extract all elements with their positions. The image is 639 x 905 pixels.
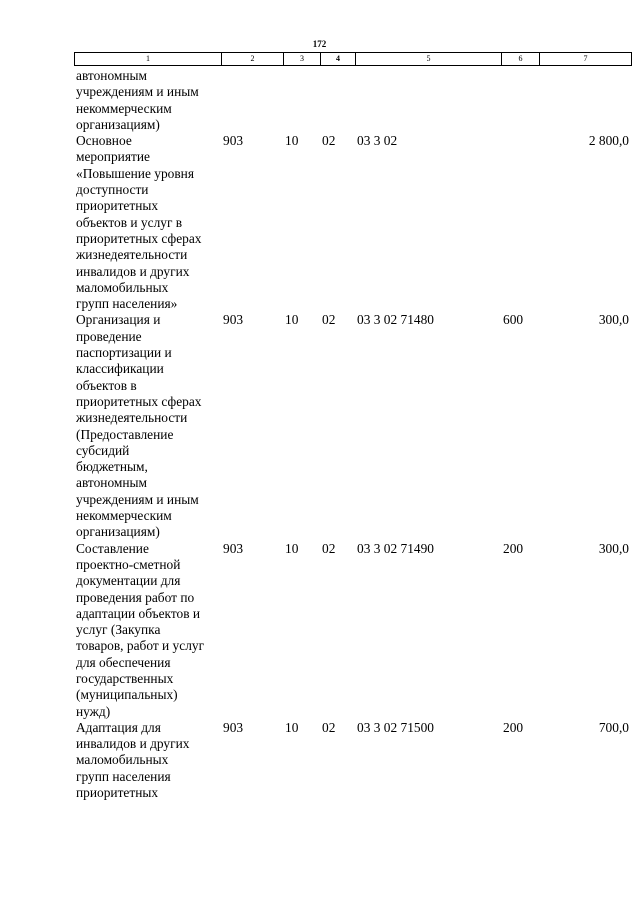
column-number-4: 4 — [321, 53, 356, 66]
row-name-line: Составление — [76, 540, 149, 556]
cell-gr: 903 — [223, 719, 244, 735]
cell-pr: 02 — [322, 312, 336, 328]
cell-sum: 700,0 — [598, 719, 629, 735]
table-row — [74, 68, 631, 133]
column-number-6: 6 — [502, 53, 540, 66]
row-name-line: маломобильных — [76, 279, 169, 295]
page-number: 172 — [312, 39, 327, 49]
row-name-line: приоритетных сферах — [76, 393, 202, 409]
row-name-line: жизнедеятельности — [76, 247, 188, 263]
row-name-line: бюджетным, — [76, 459, 148, 475]
row-name-line: объектов в — [76, 377, 137, 393]
row-name-line: услуг (Закупка — [76, 622, 161, 638]
row-name-line: субсидий — [76, 442, 130, 458]
row-name — [74, 68, 221, 133]
cell-vr: 200 — [503, 719, 524, 735]
row-name-line: учреждениям и иным — [76, 84, 199, 100]
row-name — [74, 312, 221, 540]
row-name-line: инвалидов и других — [76, 263, 190, 279]
column-number-1: 1 — [75, 53, 222, 66]
row-name-line: государственных — [76, 670, 174, 686]
cell-rz: 10 — [285, 719, 299, 735]
row-name-line: групп населения» — [76, 296, 178, 312]
cell-gr: 903 — [223, 540, 244, 556]
row-name-line: проведения работ по — [76, 589, 195, 605]
cell-rz: 10 — [285, 133, 299, 149]
cell-vr: 200 — [503, 540, 524, 556]
row-name-line: для обеспечения — [76, 654, 171, 670]
cell-csr: 03 3 02 71480 — [357, 312, 434, 328]
column-number-3: 3 — [284, 53, 321, 66]
table-row — [74, 133, 631, 312]
row-name-line: нужд) — [76, 703, 111, 719]
cell-vr: 600 — [503, 312, 524, 328]
cell-rz: 10 — [285, 540, 299, 556]
cell-sum: 300,0 — [598, 540, 629, 556]
row-name-line: Организация и — [76, 312, 161, 328]
cell-csr: 03 3 02 — [357, 133, 398, 149]
cell-csr — [355, 68, 501, 133]
row-name-line: объектов и услуг в — [76, 214, 183, 230]
row-name-line: мероприятие — [76, 149, 150, 165]
row-name-line: некоммерческим — [76, 100, 172, 116]
row-name-line: автономным — [76, 68, 148, 83]
row-name-line: проектно-сметной — [76, 556, 181, 572]
row-name — [74, 541, 221, 720]
table-row — [74, 720, 631, 801]
cell-gr: 903 — [223, 133, 244, 149]
row-name-line: жизнедеятельности — [76, 410, 188, 426]
row-name-line: документации для — [76, 573, 181, 589]
row-name-line: приоритетных сферах — [76, 230, 202, 246]
row-name-line: маломобильных — [76, 752, 169, 768]
row-name-line: «Повышение уровня — [76, 165, 194, 181]
budget-table — [74, 68, 631, 801]
row-name-line: Основное — [76, 133, 132, 149]
cell-rz — [283, 68, 320, 133]
row-name-line: организациям) — [76, 116, 160, 132]
cell-vr — [501, 68, 539, 133]
column-number-7: 7 — [540, 53, 632, 66]
cell-pr: 02 — [322, 133, 336, 149]
cell-sum: 300,0 — [598, 312, 629, 328]
cell-csr: 03 3 02 71490 — [357, 540, 434, 556]
row-name-line: товаров, работ и услуг — [76, 638, 205, 654]
row-name-line: доступности — [76, 182, 149, 198]
row-name-line: инвалидов и других — [76, 736, 190, 752]
cell-gr — [221, 68, 283, 133]
row-name-line: учреждениям и иным — [76, 491, 199, 507]
cell-pr: 02 — [322, 719, 336, 735]
row-name-line: паспортизации и — [76, 345, 172, 361]
row-name-line: некоммерческим — [76, 508, 172, 524]
row-name-line: автономным — [76, 475, 148, 491]
cell-vr — [501, 133, 539, 312]
cell-pr — [320, 68, 355, 133]
row-name-line: организациям) — [76, 524, 160, 540]
row-name-line: адаптации объектов и — [76, 605, 201, 621]
column-number-5: 5 — [356, 53, 502, 66]
table-row — [74, 312, 631, 540]
row-name-line: (Предоставление — [76, 426, 174, 442]
row-name-line: групп населения — [76, 768, 171, 784]
cell-rz: 10 — [285, 312, 299, 328]
row-name-line: классификации — [76, 361, 164, 377]
column-number-2: 2 — [222, 53, 284, 66]
row-name — [74, 133, 221, 312]
cell-sum: 2 800,0 — [588, 133, 629, 149]
row-name — [74, 720, 221, 801]
cell-pr: 02 — [322, 540, 336, 556]
row-name-line: приоритетных — [76, 198, 159, 214]
cell-csr: 03 3 02 71500 — [357, 719, 434, 735]
table-row — [74, 541, 631, 720]
row-name-line: (муниципальных) — [76, 687, 178, 703]
row-name-line: приоритетных — [76, 785, 159, 801]
cell-sum — [539, 68, 631, 133]
row-name-line: проведение — [76, 328, 142, 344]
row-name-line: Адаптация для — [76, 719, 161, 735]
cell-gr: 903 — [223, 312, 244, 328]
column-number-header — [74, 52, 632, 66]
